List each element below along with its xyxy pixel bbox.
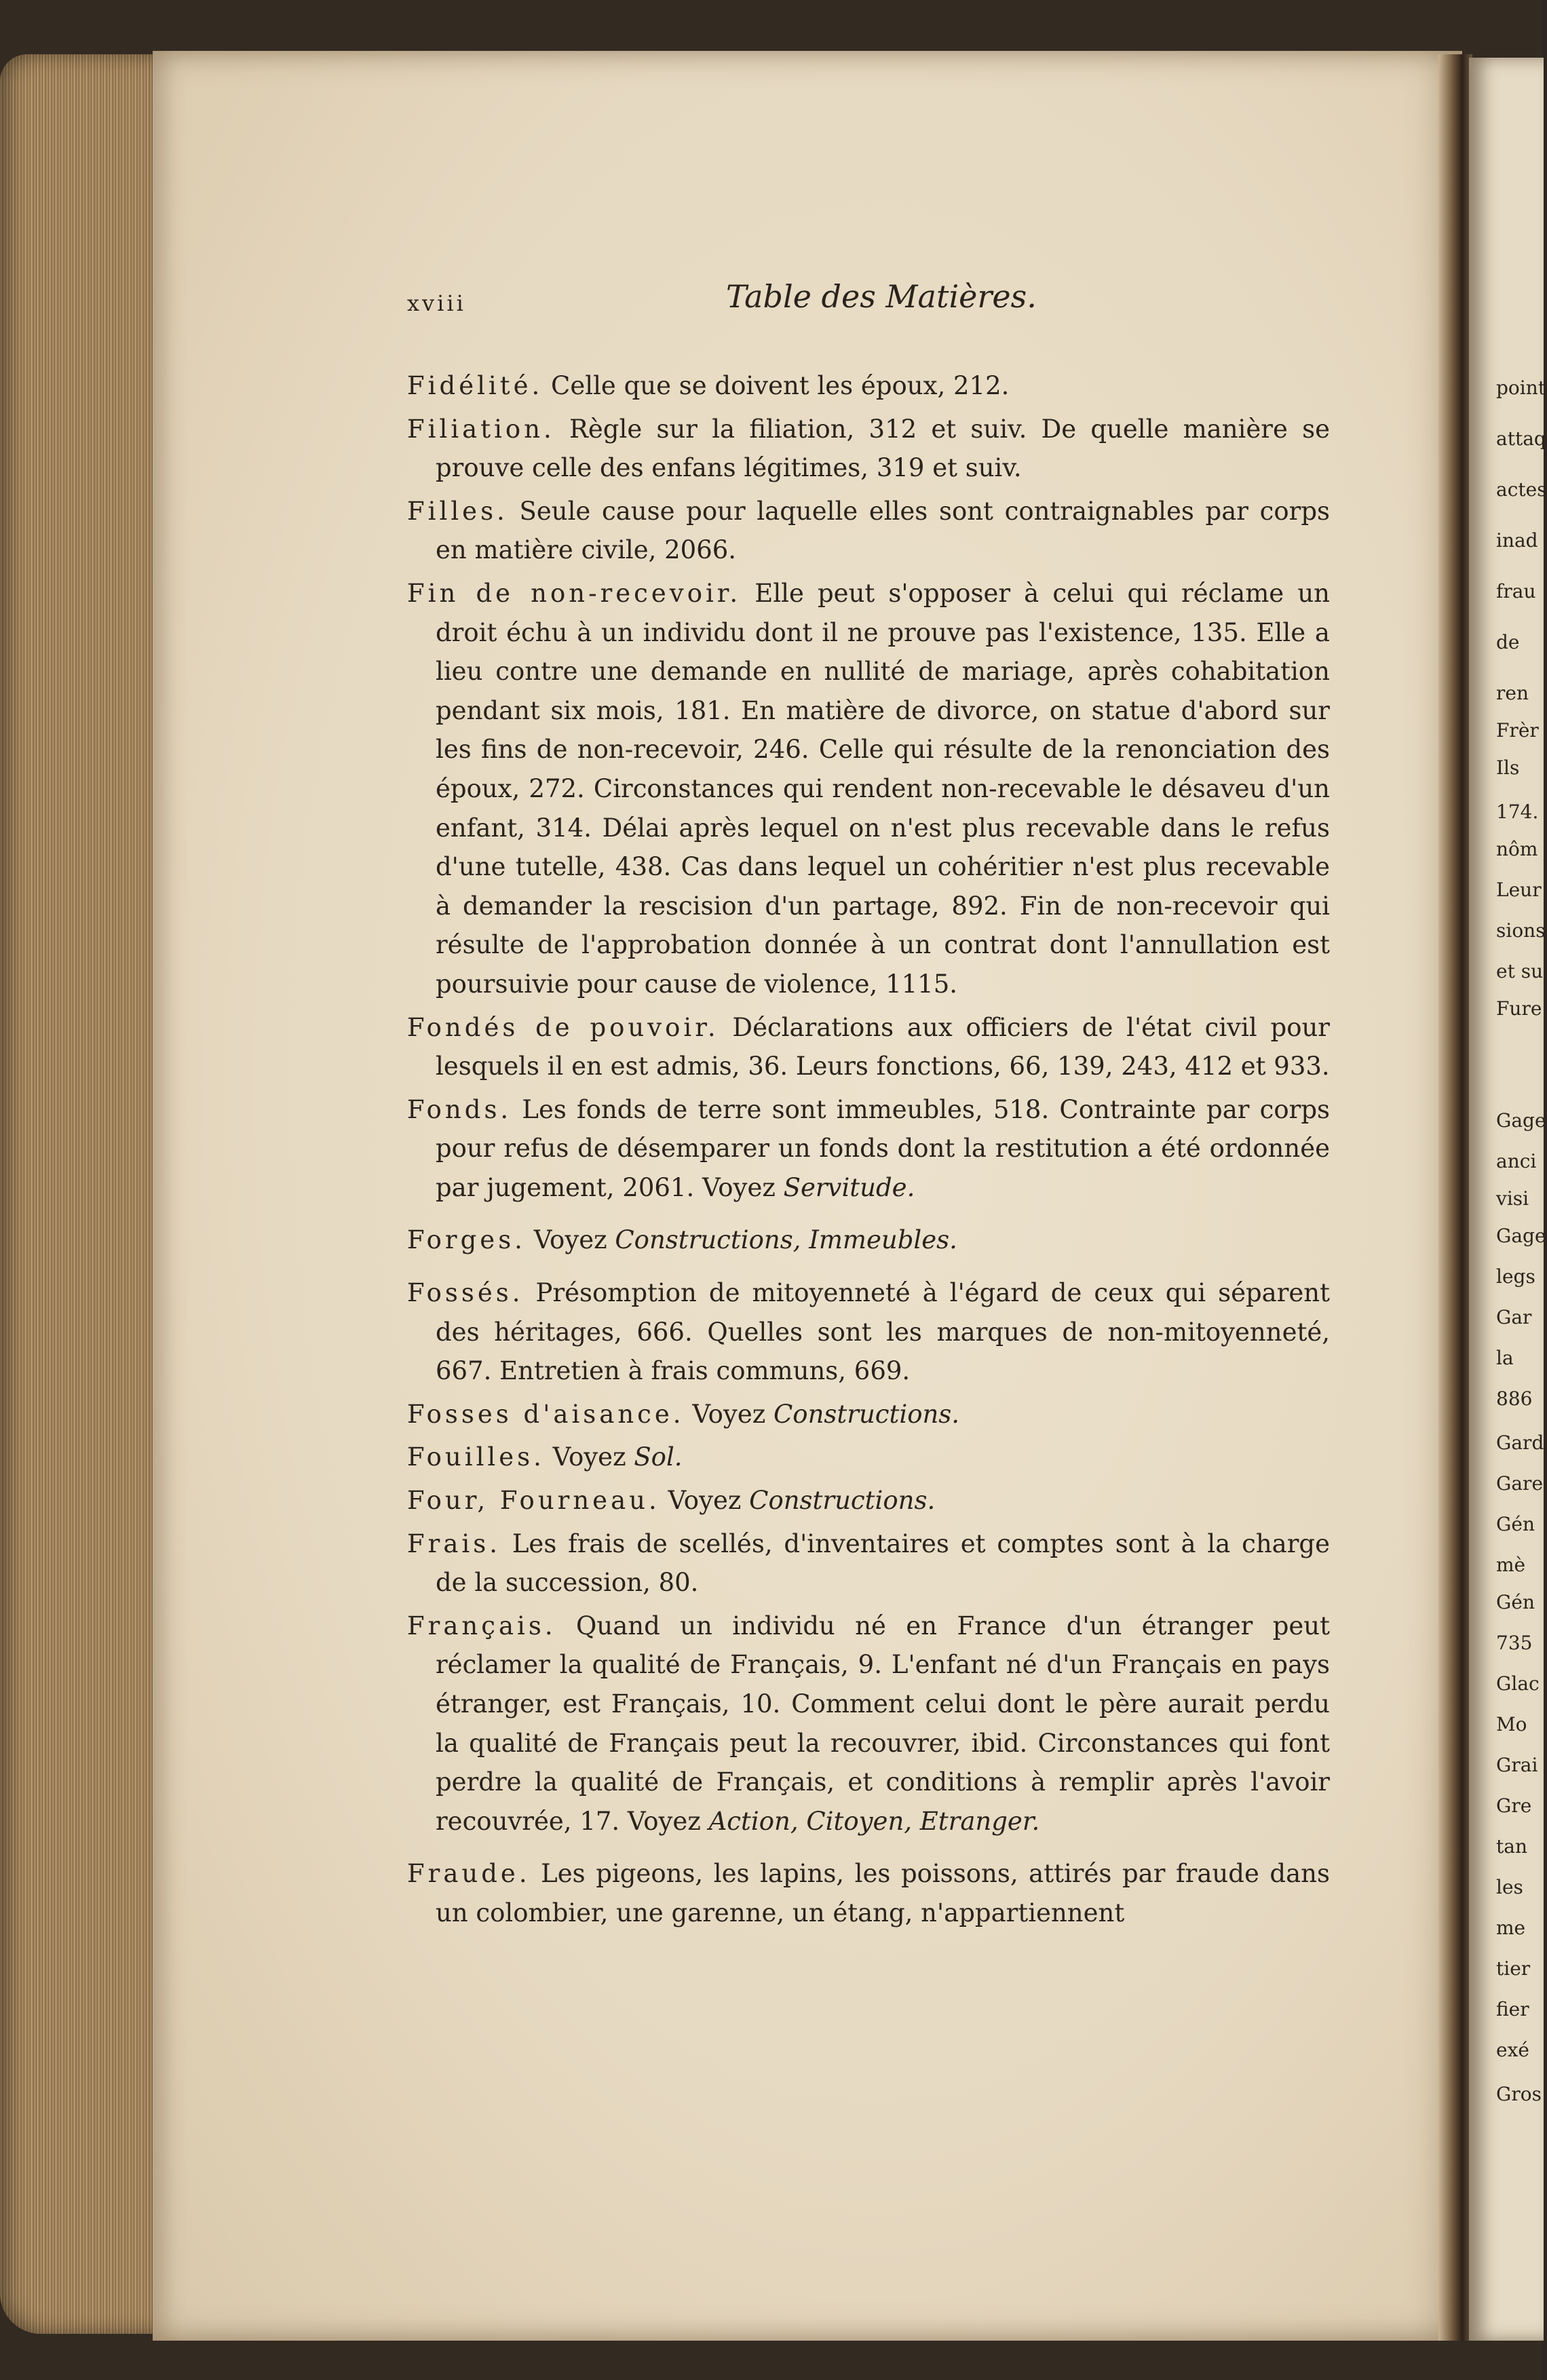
entry-text: Les frais de scellés, d'inventaires et comptes sont à la charge de la succession, 80. bbox=[436, 1529, 1330, 1598]
entry-cross-reference: Constructions. bbox=[749, 1486, 936, 1516]
index-entry bbox=[407, 1395, 1330, 1434]
facing-page-fragment bbox=[1469, 58, 1547, 2341]
facing-page-word: la bbox=[1496, 1347, 1514, 1369]
facing-page-word: Gage bbox=[1496, 1225, 1546, 1247]
facing-page-word: Leur bbox=[1496, 879, 1542, 901]
entry-cross-reference: Action, Citoyen, Etranger. bbox=[708, 1806, 1040, 1836]
facing-page-word: sions bbox=[1496, 919, 1546, 942]
running-title: Table des Matières. bbox=[726, 278, 1037, 315]
facing-page-word: Gare bbox=[1496, 1472, 1544, 1495]
entry-cross-reference: Constructions, Immeubles. bbox=[615, 1225, 957, 1255]
index-entry bbox=[407, 1607, 1330, 1841]
entry-term: Fossés. bbox=[407, 1278, 524, 1308]
facing-page-word: Mo bbox=[1496, 1713, 1527, 1735]
index-entry bbox=[407, 574, 1330, 1004]
facing-page-word: Grai bbox=[1496, 1754, 1538, 1776]
facing-page-word: actes bbox=[1496, 478, 1547, 501]
entry-term: Fondés de pouvoir. bbox=[407, 1012, 719, 1042]
facing-page-word: Gre bbox=[1496, 1794, 1532, 1817]
facing-page-word: fier bbox=[1496, 1998, 1529, 2020]
entry-text: Règle sur la filiation, 312 et suiv. De quelle manière se prouve celle des enfans légitimes, 319 et suiv. bbox=[436, 414, 1330, 483]
facing-page-word: de bbox=[1496, 631, 1520, 653]
facing-page-word: anci bbox=[1496, 1150, 1537, 1172]
index-entry bbox=[407, 492, 1330, 570]
entry-text: Les fonds de terre sont immeubles, 518. Contrainte par corps pour refus de désemparer un fonds dont la restitution a été ordonnée par jugement, 2061. Voyez bbox=[436, 1094, 1330, 1202]
facing-page-word: 174. bbox=[1496, 801, 1539, 823]
facing-page-word: Glac bbox=[1496, 1672, 1540, 1695]
facing-page-word: attaq bbox=[1496, 427, 1546, 450]
entry-text: Voyez bbox=[684, 1399, 774, 1429]
entry-term: Forges. bbox=[407, 1225, 526, 1255]
entry-text: Quand un individu né en France d'un étranger peut réclamer la qualité de Français, 9. L'enfant né d'un Français en pays étranger, est Français, 10. Comment celui dont le père aurait perdu la qualité de Français peut la recouvrer, ibid. Circonstances qui font perdre la qualité de Français, et conditions à remplir après l'avoir recouvrée, 17. Voyez bbox=[436, 1611, 1330, 1836]
index-entry bbox=[407, 1524, 1330, 1602]
index-entry bbox=[407, 1481, 1330, 1520]
page-content bbox=[407, 278, 1330, 1937]
facing-page-word: 735 bbox=[1496, 1632, 1533, 1654]
entry-text: Elle peut s'opposer à celui qui réclame un droit échu à un individu dont il ne prouve pas l'existence, 135. Elle a lieu contre une demande en nullité de mariage, après cohabitation pendant six mois, 181. En matière de divorce, on statue d'abord sur les fins de non-recevoir, 246. Celle qui résulte de la renonciation des époux, 272. Circonstances qui rendent non-recevable le désaveu d'un enfant, 314. Délai après lequel on n'est plus recevable dans le refus d'une tutelle, 438. Cas dans lequel un cohéritier n'est plus recevable à demander la rescision d'un partage, 892. Fin de non-recevoir qui résulte de l'approbation donnée à un contrat dont l'annullation est poursuivie pour cause de violence, 1115. bbox=[436, 578, 1330, 999]
facing-page-word: visi bbox=[1496, 1187, 1529, 1210]
facing-page-word: tan bbox=[1496, 1835, 1527, 1858]
facing-page-word: Gage bbox=[1496, 1109, 1546, 1132]
entry-term: Fonds. bbox=[407, 1094, 512, 1124]
entry-text: Voyez bbox=[660, 1486, 750, 1516]
page-number: xviii bbox=[407, 290, 466, 316]
index-entries bbox=[407, 366, 1330, 1933]
entry-term: Frais. bbox=[407, 1529, 501, 1558]
index-entry bbox=[407, 1008, 1330, 1086]
index-entry bbox=[407, 410, 1330, 488]
entry-term: Fin de non-recevoir. bbox=[407, 578, 742, 608]
facing-page-word: legs bbox=[1496, 1265, 1535, 1288]
facing-page-word: et su bbox=[1496, 960, 1544, 982]
entry-cross-reference: Constructions. bbox=[773, 1399, 960, 1429]
page-header bbox=[407, 278, 1330, 332]
entry-text: Déclarations aux officiers de l'état civil pour lesquels il en est admis, 36. Leurs fonctions, 66, 139, 243, 412 et 933. bbox=[436, 1012, 1330, 1081]
facing-page-word: Gén bbox=[1496, 1513, 1535, 1535]
entry-term: Français. bbox=[407, 1611, 556, 1640]
facing-page-word: les bbox=[1496, 1876, 1523, 1898]
entry-term: Fidélité. bbox=[407, 371, 543, 400]
facing-page-word: Gros bbox=[1496, 2083, 1542, 2105]
entry-term: Four, Fourneau. bbox=[407, 1486, 660, 1516]
entry-term: Filiation. bbox=[407, 414, 555, 444]
entry-term: Filles. bbox=[407, 496, 508, 526]
facing-page-word: exé bbox=[1496, 2039, 1529, 2061]
facing-page-word: me bbox=[1496, 1917, 1526, 1939]
entry-text: Seule cause pour laquelle elles sont contraignables par corps en matière civile, 2066. bbox=[436, 496, 1330, 565]
facing-page-word: Fure bbox=[1496, 997, 1542, 1020]
index-entry bbox=[407, 1438, 1330, 1477]
facing-page-word: point bbox=[1496, 377, 1546, 399]
entry-term: Fraude. bbox=[407, 1859, 531, 1889]
entry-text: Présomption de mitoyenneté à l'égard de ceux qui séparent des héritages, 666. Quelles sont les marques de non-mitoyenneté, 667. Entretien à frais communs, 669. bbox=[436, 1278, 1330, 1386]
index-entry bbox=[407, 1854, 1330, 1932]
facing-page-word: tier bbox=[1496, 1957, 1531, 1980]
facing-page-word: mè bbox=[1496, 1554, 1526, 1576]
entry-text: Voyez bbox=[525, 1225, 615, 1255]
facing-page-word: nôm bbox=[1496, 838, 1538, 860]
index-entry bbox=[407, 1090, 1330, 1208]
entry-term: Fosses d'aisance. bbox=[407, 1399, 685, 1429]
index-entry bbox=[407, 366, 1330, 406]
facing-page-word: Frèr bbox=[1496, 719, 1539, 742]
facing-page-word: Gén bbox=[1496, 1591, 1535, 1613]
facing-page-word: ren bbox=[1496, 682, 1529, 704]
facing-page-word: Gar bbox=[1496, 1306, 1532, 1328]
book-gutter bbox=[1438, 54, 1472, 2341]
entry-cross-reference: Sol. bbox=[634, 1442, 683, 1472]
facing-page-word: Gard bbox=[1496, 1432, 1544, 1454]
entry-text: Les pigeons, les lapins, les poissons, attirés par fraude dans un colombier, une garenne, un étang, n'appartiennent bbox=[436, 1859, 1330, 1927]
entry-cross-reference: Servitude. bbox=[783, 1172, 915, 1202]
facing-page-word: frau bbox=[1496, 580, 1536, 602]
entry-term: Fouilles. bbox=[407, 1442, 545, 1472]
index-entry bbox=[407, 1273, 1330, 1391]
entry-text: Voyez bbox=[544, 1442, 634, 1472]
index-entry bbox=[407, 1221, 1330, 1260]
entry-text: Celle que se doivent les époux, 212. bbox=[543, 371, 1010, 400]
facing-page-word: Ils bbox=[1496, 756, 1520, 779]
facing-page-word: inad bbox=[1496, 529, 1538, 552]
facing-page-word: 886 bbox=[1496, 1387, 1533, 1410]
page-edge-stack bbox=[0, 54, 159, 2334]
